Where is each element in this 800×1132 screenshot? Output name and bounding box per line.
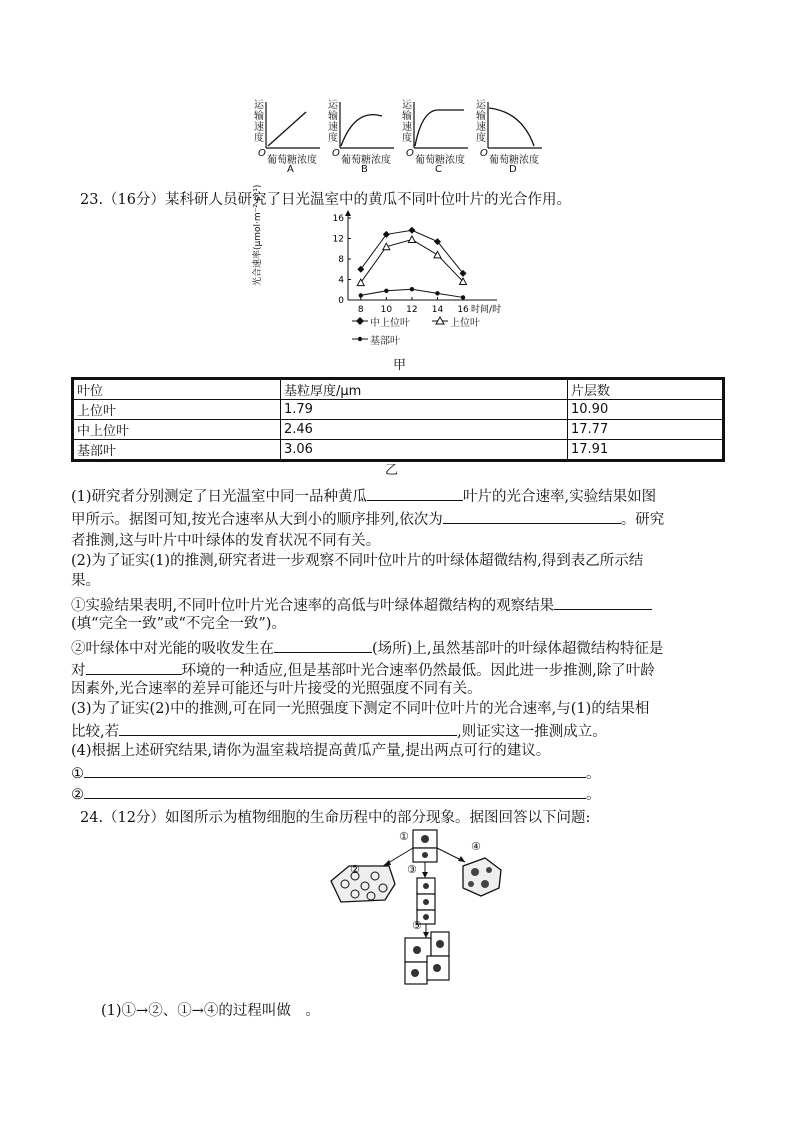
q23-part4-text-b: ①: [71, 766, 84, 782]
q23-part2-line5: [71, 637, 663, 659]
mini-chart-c-origin: O: [406, 148, 414, 159]
table-header-row: [73, 379, 724, 400]
data-point: [359, 293, 363, 297]
x-tick-label: 12: [406, 305, 418, 315]
mini-chart-d-ylabel: 运输速度: [476, 100, 486, 144]
chart-legend: [352, 314, 502, 350]
q23-part2-text-h: 环境的一种适应,但是基部叶光合速率仍然最低。因此进一步推测,除了叶龄: [181, 663, 655, 679]
q23-part4-line1: (4)根据上述研究结果,请你为温室栽培提高黄瓜产量,提出两点可行的建议。: [71, 743, 551, 759]
x-tick-label: 8: [357, 305, 364, 315]
mini-chart-b-curve: [341, 115, 382, 146]
diagram-label-5: ⑤: [412, 919, 422, 932]
table-caption: 乙: [385, 463, 399, 478]
table-header-cell: 叶位: [73, 379, 281, 400]
mini-chart-d-curve: [489, 108, 534, 146]
table-cell: 17.91: [568, 440, 724, 461]
q23-part1-line3: 者推测,这与叶片中叶绿体的发育状况不同有关。: [71, 533, 381, 549]
answer-blank-8[interactable]: [84, 783, 586, 799]
cell-cluster-2: [331, 866, 395, 902]
q23-part2-text-c: ①实验结果表明,不同叶位叶片光合速率的高低与叶绿体超微结构的观察结果: [71, 598, 555, 614]
mini-chart-c: [414, 102, 468, 148]
answer-blank-7[interactable]: [84, 762, 586, 778]
table-row: [73, 420, 724, 440]
q23-part1-text-a: (1)研究者分别测定了日光温室中同一品种黄瓜: [71, 489, 368, 505]
diagram-label-1: ①: [399, 830, 409, 843]
data-point: [384, 289, 388, 293]
legend-label-base: 基部叶: [370, 336, 400, 347]
plant-cell-diagram: [325, 826, 515, 986]
answer-blank-2[interactable]: [443, 508, 621, 524]
table-cell: 1.79: [281, 400, 568, 420]
table-cell: 上位叶: [73, 400, 281, 420]
answer-blank-1[interactable]: [367, 485, 463, 501]
mini-chart-a: [266, 102, 320, 148]
table-cell: 3.06: [281, 440, 568, 461]
cell-1: [413, 830, 437, 862]
x-tick-label: 14: [431, 305, 444, 315]
table-row: [73, 400, 724, 420]
q23-part3-line2: [71, 720, 607, 742]
diagram-label-4: ④: [471, 840, 481, 853]
q23-part1-text-c: 甲所示。据图可知,按光合速率从大到小的顺序排列,依次为: [71, 512, 443, 528]
y-tick-label: 12: [332, 234, 344, 245]
legend-label-upper: 上位叶: [450, 318, 480, 329]
mini-chart-b-ylabel: 运输速度: [328, 100, 338, 144]
cell-cluster-4: [463, 858, 501, 896]
data-point: [408, 236, 415, 243]
data-point: [410, 287, 414, 291]
mini-chart-b: [340, 102, 394, 148]
q23-part2-text-f: (场所)上,虽然基部叶的叶绿体超微结构特征是: [372, 641, 664, 657]
mini-chart-a-curve: [268, 112, 306, 146]
data-point: [408, 227, 415, 234]
table-row: [73, 440, 724, 461]
data-point: [435, 291, 439, 295]
q24-header: 24.（12分）如图所示为植物细胞的生命历程中的部分现象。据图回答以下问题:: [80, 810, 591, 826]
mini-chart-d-origin: O: [480, 148, 488, 159]
cell-group-5: [405, 932, 449, 984]
y-tick-label: 0: [338, 296, 344, 306]
table-header-cell: 基粒厚度/μm: [281, 379, 568, 400]
q23-part4-text-e: 。: [586, 787, 601, 803]
table-header-cell: 片层数: [568, 379, 724, 400]
y-tick-label: 16: [332, 214, 344, 224]
table-cell: 17.77: [568, 420, 724, 440]
y-tick-label: 4: [338, 275, 344, 286]
data-point: [357, 266, 364, 273]
q23-part1-text-d: 。研究: [620, 512, 665, 528]
mini-chart-a-origin: O: [258, 148, 266, 159]
q23-part2-line6: [71, 659, 655, 681]
q23-part2-line3: [71, 594, 652, 616]
y-tick-label: 8: [338, 255, 344, 265]
mini-chart-d: [488, 102, 542, 148]
table-cell: 2.46: [281, 420, 568, 440]
mini-chart-b-origin: O: [332, 148, 340, 159]
q23-part2-text-g: 对: [71, 663, 86, 679]
data-point: [461, 295, 465, 299]
answer-blank-4[interactable]: [274, 637, 372, 653]
mini-chart-a-ylabel: 运输速度: [254, 100, 264, 144]
q23-part2-line4: (填“完全一致”或“不完全一致”)。: [71, 616, 286, 632]
table-cell: 10.90: [568, 400, 724, 420]
q24-part1: (1)①→②、①→④的过程叫做 。: [101, 1003, 320, 1019]
data-point: [357, 279, 364, 286]
q23-part1-line1: [71, 485, 656, 507]
mini-chart-a-letter: A: [287, 164, 294, 175]
q23-part2-line7: 因素外,光合速率的差异可能还与叶片接受的光照强度不同有关。: [71, 681, 482, 697]
q23-part3-text-b: 比较,若: [71, 724, 120, 740]
chart-caption: 甲: [393, 358, 407, 373]
data-point: [383, 231, 390, 238]
legend-diamond-icon: [356, 317, 364, 325]
chart-ylabel: 光合速率(μmol·m⁻²·s⁻¹): [253, 184, 263, 286]
diagram-label-3: ③: [407, 863, 417, 876]
q23-part4-text-c: 。: [586, 766, 601, 782]
mini-chart-c-letter: C: [435, 164, 442, 175]
q23-part1-text-b: 叶片的光合速率,实验结果如图: [463, 489, 657, 505]
q23-part2-line2: 果。: [71, 573, 100, 589]
q23-part3-line1: (3)为了证实(2)中的推测,可在同一光照强度下测定不同叶位叶片的光合速率,与(1)的结果相: [71, 701, 650, 717]
q23-part4-line3: [71, 783, 601, 805]
table-cell: 基部叶: [73, 440, 281, 461]
legend-dot-icon: [358, 337, 362, 341]
mini-chart-c-curve: [415, 110, 464, 146]
answer-blank-3[interactable]: [554, 594, 652, 610]
mini-chart-c-ylabel: 运输速度: [402, 100, 412, 144]
q23-part1-line2: [71, 508, 664, 530]
x-tick-label: 10: [380, 305, 393, 315]
chloroplast-table: [71, 377, 725, 462]
q23-part3-text-c: ,则证实这一推测成立。: [457, 724, 607, 740]
data-point: [434, 251, 441, 258]
q23-part2-text-e: ②叶绿体中对光能的吸收发生在: [71, 641, 274, 657]
y-axis-arrow: [345, 210, 351, 216]
answer-blank-5[interactable]: [86, 659, 182, 675]
mini-chart-d-xlabel: 葡萄糖浓度: [489, 155, 539, 166]
table-cell: 中上位叶: [73, 420, 281, 440]
series-line-1: [361, 240, 463, 283]
answer-blank-6[interactable]: [119, 720, 457, 736]
mini-chart-d-letter: D: [509, 164, 517, 175]
mini-chart-b-xlabel: 葡萄糖浓度: [341, 155, 391, 166]
mini-chart-b-letter: B: [361, 164, 368, 175]
x-tick-label: 16: [457, 305, 469, 315]
q23-header: 23.（16分）某科研人员研究了日光温室中的黄瓜不同叶位叶片的光合作用。: [80, 192, 572, 208]
diagram-label-2: ②: [350, 863, 360, 876]
legend-label-mid-upper: 中上位叶: [370, 318, 410, 329]
mini-chart-a-xlabel: 葡萄糖浓度: [267, 155, 317, 166]
q23-part2-line1: (2)为了证实(1)的推测,研究者进一步观察不同叶位叶片的叶绿体超微结构,得到表乙所示结: [71, 553, 644, 569]
mini-chart-c-xlabel: 葡萄糖浓度: [415, 155, 465, 166]
x-axis-label: 时间/时: [471, 305, 502, 315]
q23-part4-text-d: ②: [71, 787, 84, 803]
cell-column-3: [417, 878, 435, 924]
q23-part4-line2: [71, 762, 601, 784]
